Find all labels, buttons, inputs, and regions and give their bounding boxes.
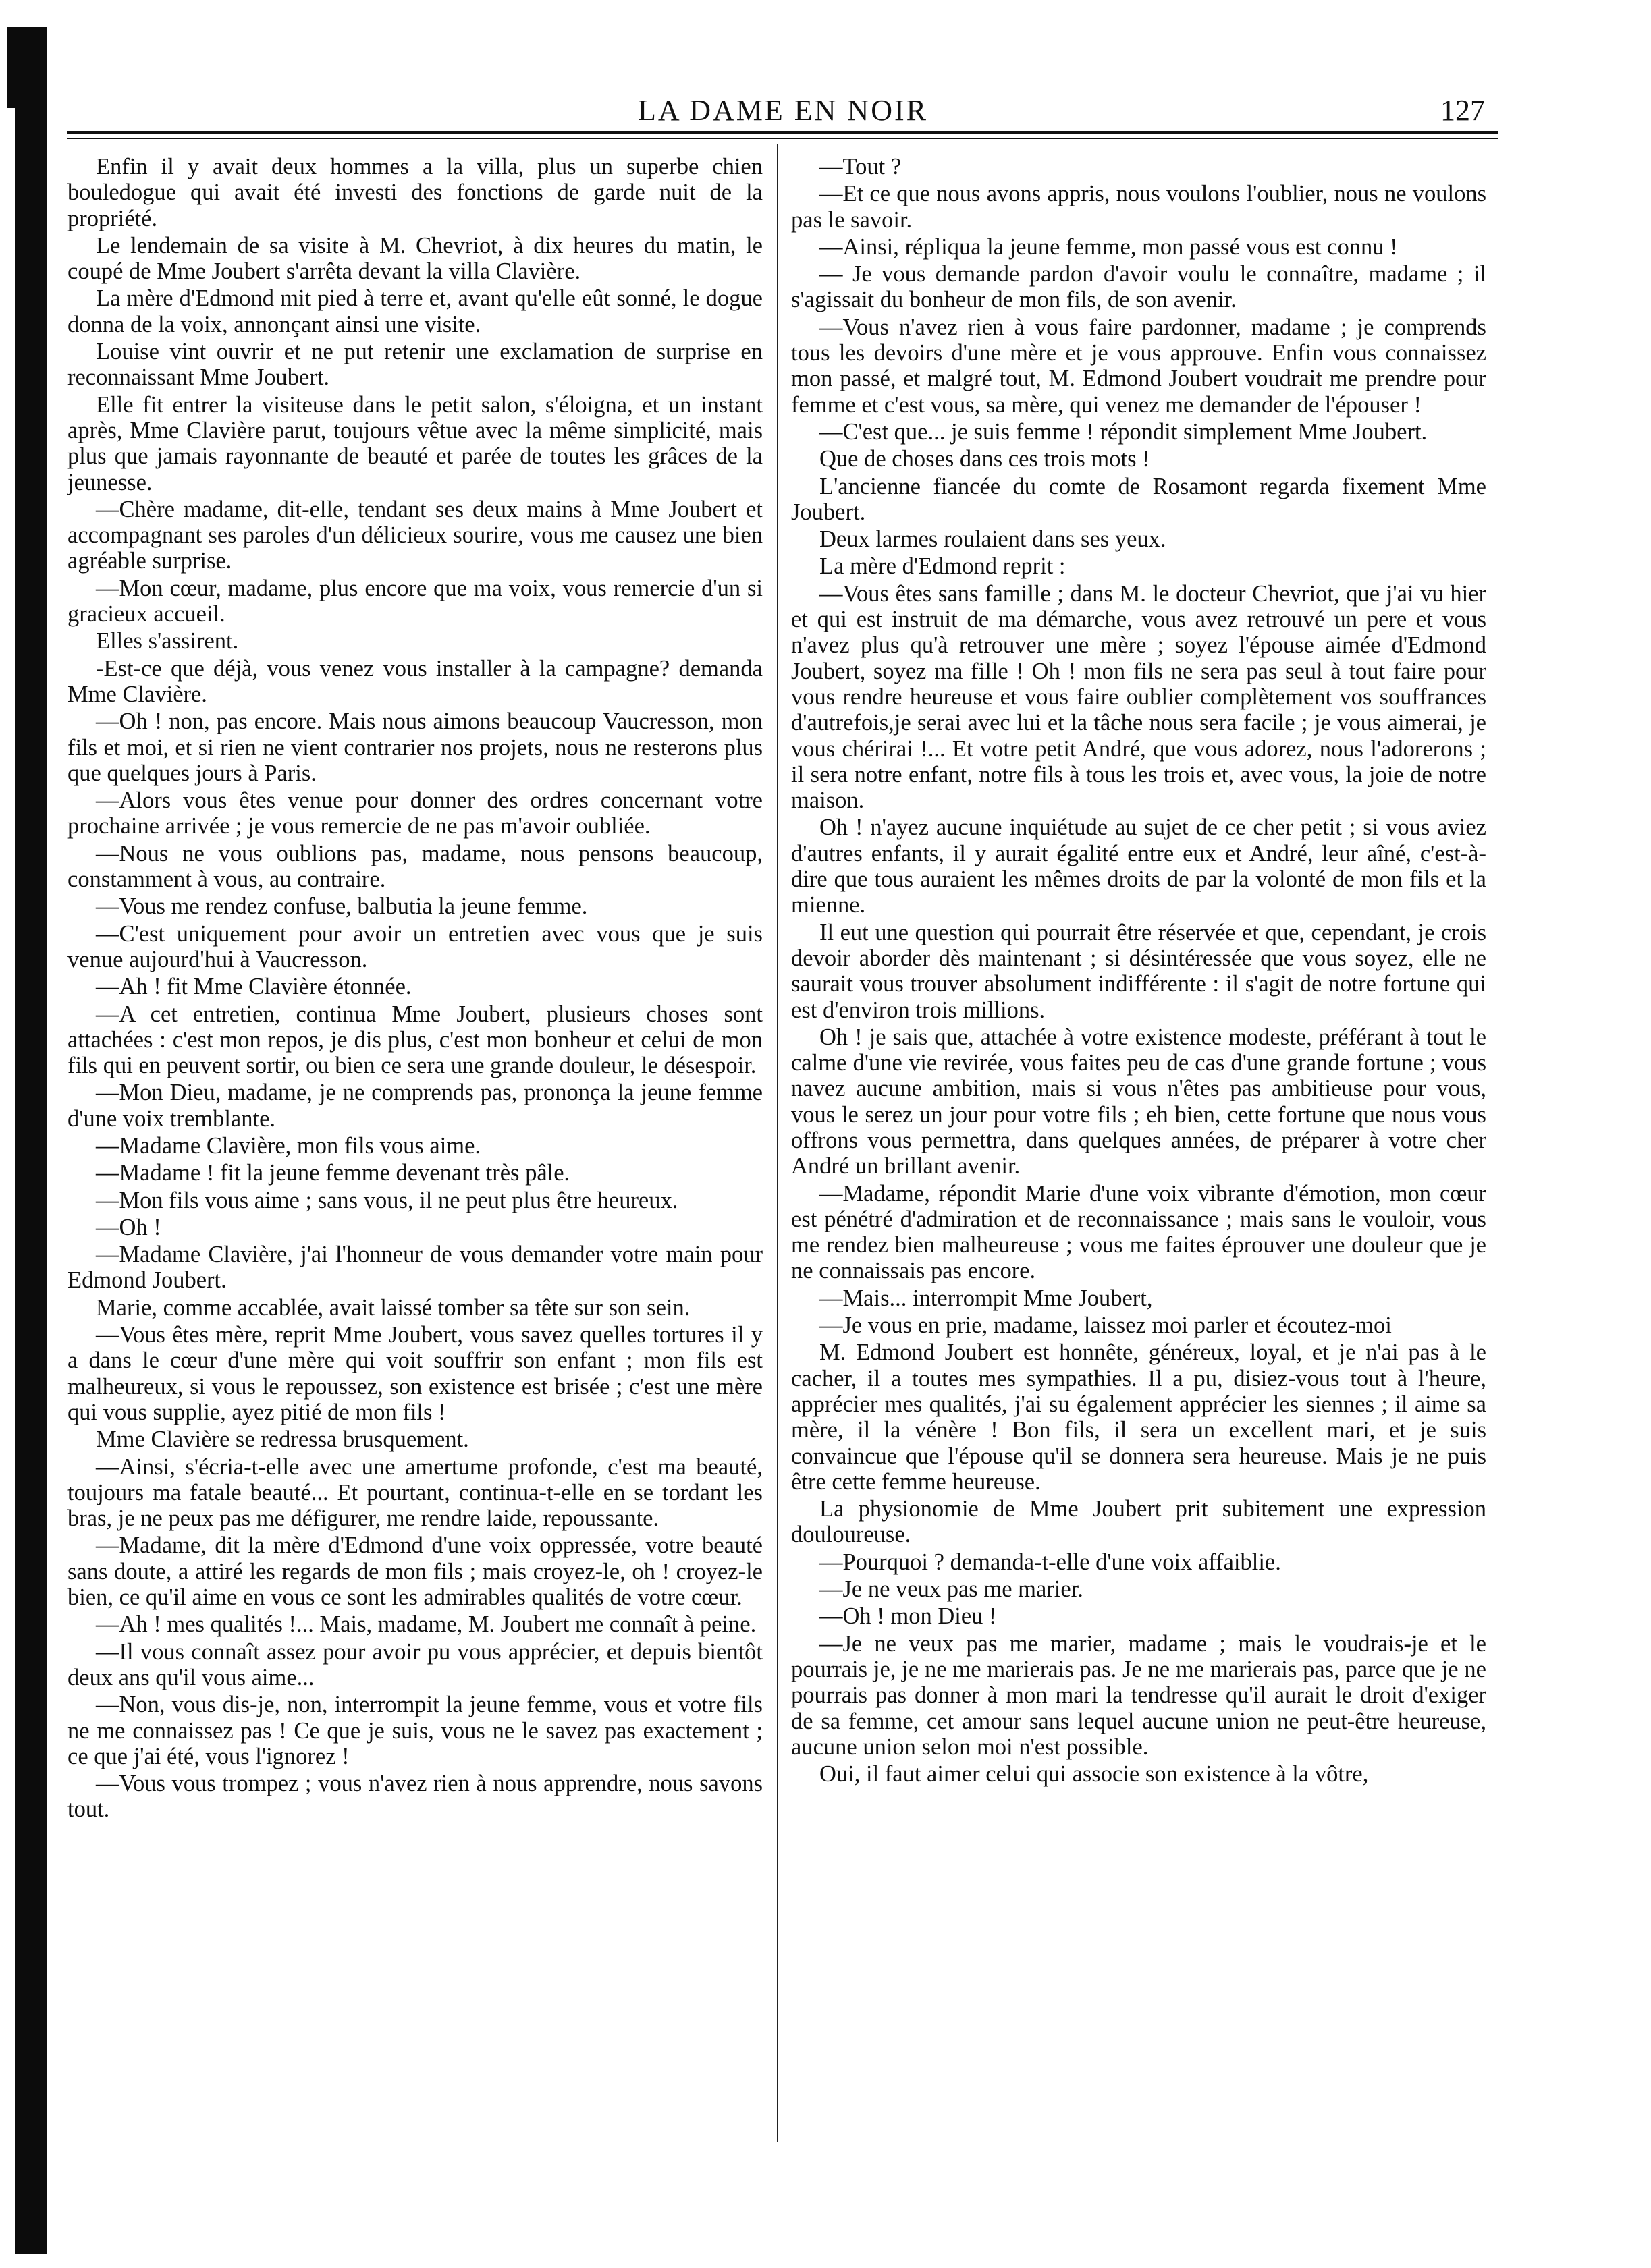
paragraph: Elles s'assirent. — [96, 628, 239, 655]
paragraph: —Nous ne vous oublions pas, madame, nous pensons beaucoup, constamment à vous, au contraire. — [67, 840, 763, 893]
paragraph: —Oh ! non, pas encore. Mais nous aimons beaucoup Vaucresson, mon fils et moi, et si rien ne vient contrarier nos projets, nous ne resterons plus que quelques jours à Paris. — [67, 709, 763, 786]
paragraph: —Tout ? — [819, 154, 902, 179]
paragraph: —Il vous connaît assez pour avoir pu vous apprécier, et depuis bientôt deux ans qu'il vous aime... — [67, 1638, 763, 1690]
paragraph: —Alors vous êtes venue pour donner des ordres concernant votre prochaine arrivée ; je vous remercie de ne pas m'avoir oubliée. — [67, 787, 763, 839]
paragraph: —Je vous en prie, madame, laissez moi parler et écoutez-moi — [819, 1312, 1392, 1339]
paragraph: —Oh ! — [96, 1214, 161, 1240]
paragraph: —Vous vous trompez ; vous n'avez rien à nous apprendre, nous savons tout. — [67, 1771, 763, 1823]
binding-notch — [7, 27, 23, 108]
paragraph: Oui, il faut aimer celui qui associe son existence à la vôtre, — [819, 1761, 1369, 1788]
binding-edge — [15, 27, 47, 2254]
header-rule — [67, 131, 1498, 134]
paragraph: —Madame ! fit la jeune femme devenant très pâle. — [96, 1160, 570, 1186]
running-title: LA DAME EN NOIR — [638, 94, 928, 127]
paragraph: La mère d'Edmond mit pied à terre et, avant qu'elle eût sonné, le dogue donna de la voix, annonçant ainsi une visite. — [67, 285, 763, 337]
paragraph: —Ainsi, s'écria-t-elle avec une amertume profonde, c'est ma beauté, toujours ma fatale beauté... Et pourtant, continua-t-elle en se tordant les bras, je ne peux pas me défigurer, me rendre laide, repoussante. — [67, 1454, 763, 1532]
paragraph: — Je vous demande pardon d'avoir voulu le connaître, madame ; il s'agissait du bonheur de mon fils, de son avenir. — [791, 261, 1486, 313]
paragraph: La physionomie de Mme Joubert prit subitement une expression douloureuse. — [791, 1496, 1486, 1548]
paragraph: Enfin il y avait deux hommes a la villa, plus un superbe chien bouledogue qui avait été investi des fonctions de garde nuit de la propriété. — [67, 154, 763, 231]
paragraph: —Vous n'avez rien à vous faire pardonner, madame ; je comprends tous les devoirs d'une mère et je vous approuve. Enfin vous connaissez mon passé, et malgré tout, M. Edmond Joubert voudrait me prendre pour femme et c'est vous, sa mère, qui venez me demander de l'épouser ! — [791, 314, 1486, 418]
paragraph: —Vous me rendez confuse, balbutia la jeune femme. — [96, 893, 588, 920]
paragraph: —A cet entretien, continua Mme Joubert, plusieurs choses sont attachées : c'est mon repos, je dis plus, c'est mon bonheur et celui de mon fils qui en peuvent sortir, ou bien ce sera une grande douleur, le désespoir. — [67, 1001, 763, 1079]
paragraph: —C'est uniquement pour avoir un entretien avec vous que je suis venue aujourd'hui à Vaucresson. — [67, 920, 763, 972]
paragraph: —Vous êtes mère, reprit Mme Joubert, vous savez quelles tortures il y a dans le cœur d'une mère qui voit souffrir son enfant ; mon fils est malheureux, si vous le repoussez, son existence est brisée ; c'est une mère qui vous supplie, ayez pitié de mon fils ! — [67, 1322, 763, 1425]
paragraph: -Est-ce que déjà, vous venez vous installer à la campagne? demanda Mme Clavière. — [67, 655, 763, 707]
paragraph: Le lendemain de sa visite à M. Chevriot, à dix heures du matin, le coupé de Mme Joubert s'arrêta devant la villa Clavière. — [67, 232, 763, 285]
paragraph: —Madame Clavière, mon fils vous aime. — [96, 1132, 481, 1159]
paragraph: —Vous êtes sans famille ; dans M. le docteur Chevriot, que j'ai vu hier et qui est instruit de ma démarche, vous avez retrouvé un pere et vous n'avez plus qu'à retrouver une mère ; soyez l'épouse aimée d'Edmond Joubert, soyez ma fille ! Oh ! mon fils ne sera pas seul à tout faire pour vous rendre heureuse et vous faire oublier complètement vos souffrances d'autrefois,je serai avec lui et la tâche nous sera facile ; je vous aimerai, je vous chérirai !... Et votre petit André, que vous adorez, nous l'adorerons ; il sera notre enfant, notre fils à tous les trois et, avec vous, la joie de notre maison. — [791, 580, 1486, 814]
paragraph: —Mon Dieu, madame, je ne comprends pas, prononça la jeune femme d'une voix tremblante. — [67, 1080, 763, 1132]
paragraph: Elle fit entrer la visiteuse dans le petit salon, s'éloigna, et un instant après, Mme Clavière parut, toujours vêtue avec la même simplicité, mais plus que jamais rayonnante de beauté et parée de toutes les grâces de la jeunesse. — [67, 391, 763, 495]
paragraph: Deux larmes roulaient dans ses yeux. — [819, 526, 1166, 553]
paragraph: —Mais... interrompit Mme Joubert, — [819, 1285, 1153, 1311]
left-column — [67, 154, 763, 1824]
paragraph: —Madame, répondit Marie d'une voix vibrante d'émotion, mon cœur est pénétré d'admiration et de reconnaissance ; mais sans le vouloir, vous me rendez bien malheureuse ; vous me faites éprouver une douleur que je ne connaissais pas encore. — [791, 1180, 1486, 1284]
paragraph: Que de choses dans ces trois mots ! — [819, 446, 1150, 472]
paragraph: —Ainsi, répliqua la jeune femme, mon passé vous est connu ! — [819, 233, 1398, 260]
paragraph: —Je ne veux pas me marier, madame ; mais le voudrais-je et le pourrais je, je ne me marierais pas. Je ne me marierais pas, parce que je ne pourrais pas donner à mon mari la tendresse qu'il aurait le droit d'exiger de sa femme, cet amour sans lequel aucune union ne peut-être heureuse, aucune union selon moi n'est possible. — [791, 1630, 1486, 1760]
paragraph: —Ah ! mes qualités !... Mais, madame, M. Joubert me connaît à peine. — [96, 1611, 757, 1638]
paragraph: Oh ! je sais que, attachée à votre existence modeste, préférant à tout le calme d'une vie revirée, vous faites peu de cas d'une grande fortune ; vous navez aucune ambition, mais si vous n'êtes pas ambitieuse pour vous, vous le serez un jour pour votre fils ; eh bien, cette fortune que nous vous offrons vous permettra, dans quelques années, de préparer à votre cher André un brillant avenir. — [791, 1024, 1486, 1180]
header-rule-thin — [67, 138, 1498, 139]
paragraph: La mère d'Edmond reprit : — [819, 553, 1066, 580]
paragraph: —Et ce que nous avons appris, nous voulons l'oublier, nous ne voulons pas le savoir. — [791, 181, 1486, 233]
paragraph: Louise vint ouvrir et ne put retenir une exclamation de surprise en reconnaissant Mme Joubert. — [67, 339, 763, 391]
paragraph: —Non, vous dis-je, non, interrompit la jeune femme, vous et votre fils ne me connaissez pas ! Ce que je suis, vous ne le savez pas exactement ; ce que j'ai été, vous l'ignorez ! — [67, 1692, 763, 1769]
right-column — [791, 154, 1486, 1788]
paragraph: Oh ! n'ayez aucune inquiétude au sujet de ce cher petit ; si vous aviez d'autres enfants, il y aurait égalité entre eux et André, leur aîné, c'est-à-dire que tous auraient les mêmes droits de par la volonté de mon fils et la mienne. — [791, 814, 1486, 918]
page-number: 127 — [1440, 94, 1485, 127]
paragraph: —C'est que... je suis femme ! répondit simplement Mme Joubert. — [819, 418, 1428, 445]
paragraph: Mme Clavière se redressa brusquement. — [96, 1427, 469, 1453]
paragraph: M. Edmond Joubert est honnête, généreux, loyal, et je n'ai pas à le cacher, il a toutes mes sympathies. Il a pu, disiez-vous tout à l'heure, apprécier mes qualités, j'ai su également apprécier les siennes ; il aime sa mère, il la vénère ! Bon fils, il sera un excellent mari, et je suis convaincue que l'épouse qu'il se donnera sera heureuse. Mais je ne puis être cette femme heureuse. — [791, 1339, 1486, 1495]
paragraph: —Chère madame, dit-elle, tendant ses deux mains à Mme Joubert et accompagnant ses paroles d'un délicieux sourire, vous me causez une bien agréable surprise. — [67, 496, 763, 574]
paragraph: —Madame, dit la mère d'Edmond d'une voix oppressée, votre beauté sans doute, a attiré les regards de mon fils ; mais croyez-le, oh ! croyez-le bien, ce qu'il aime en vous ce sont les admirables qualités de votre cœur. — [67, 1532, 763, 1611]
paragraph: Marie, comme accablée, avait laissé tomber sa tête sur son sein. — [96, 1294, 691, 1321]
paragraph: —Pourquoi ? demanda-t-elle d'une voix affaiblie. — [819, 1549, 1281, 1575]
paragraph: —Mon cœur, madame, plus encore que ma voix, vous remercie d'un si gracieux accueil. — [67, 575, 763, 628]
paragraph: —Madame Clavière, j'ai l'honneur de vous demander votre main pour Edmond Joubert. — [67, 1242, 763, 1294]
column-divider — [777, 144, 778, 2142]
paragraph: —Oh ! mon Dieu ! — [819, 1603, 997, 1630]
paragraph: Il eut une question qui pourrait être réservée et que, cependant, je crois devoir aborder dès maintenant ; si désintéressée que vous soyez, elle ne saurait vous trouver absolument indifférente : il s'agit de notre fortune qui est d'environ trois millions. — [791, 919, 1486, 1023]
paragraph: —Mon fils vous aime ; sans vous, il ne peut plus être heureux. — [96, 1187, 678, 1213]
paragraph: L'ancienne fiancée du comte de Rosamont regarda fixement Mme Joubert. — [791, 473, 1486, 525]
paragraph: —Je ne veux pas me marier. — [819, 1576, 1083, 1603]
paragraph: —Ah ! fit Mme Clavière étonnée. — [96, 974, 412, 1000]
